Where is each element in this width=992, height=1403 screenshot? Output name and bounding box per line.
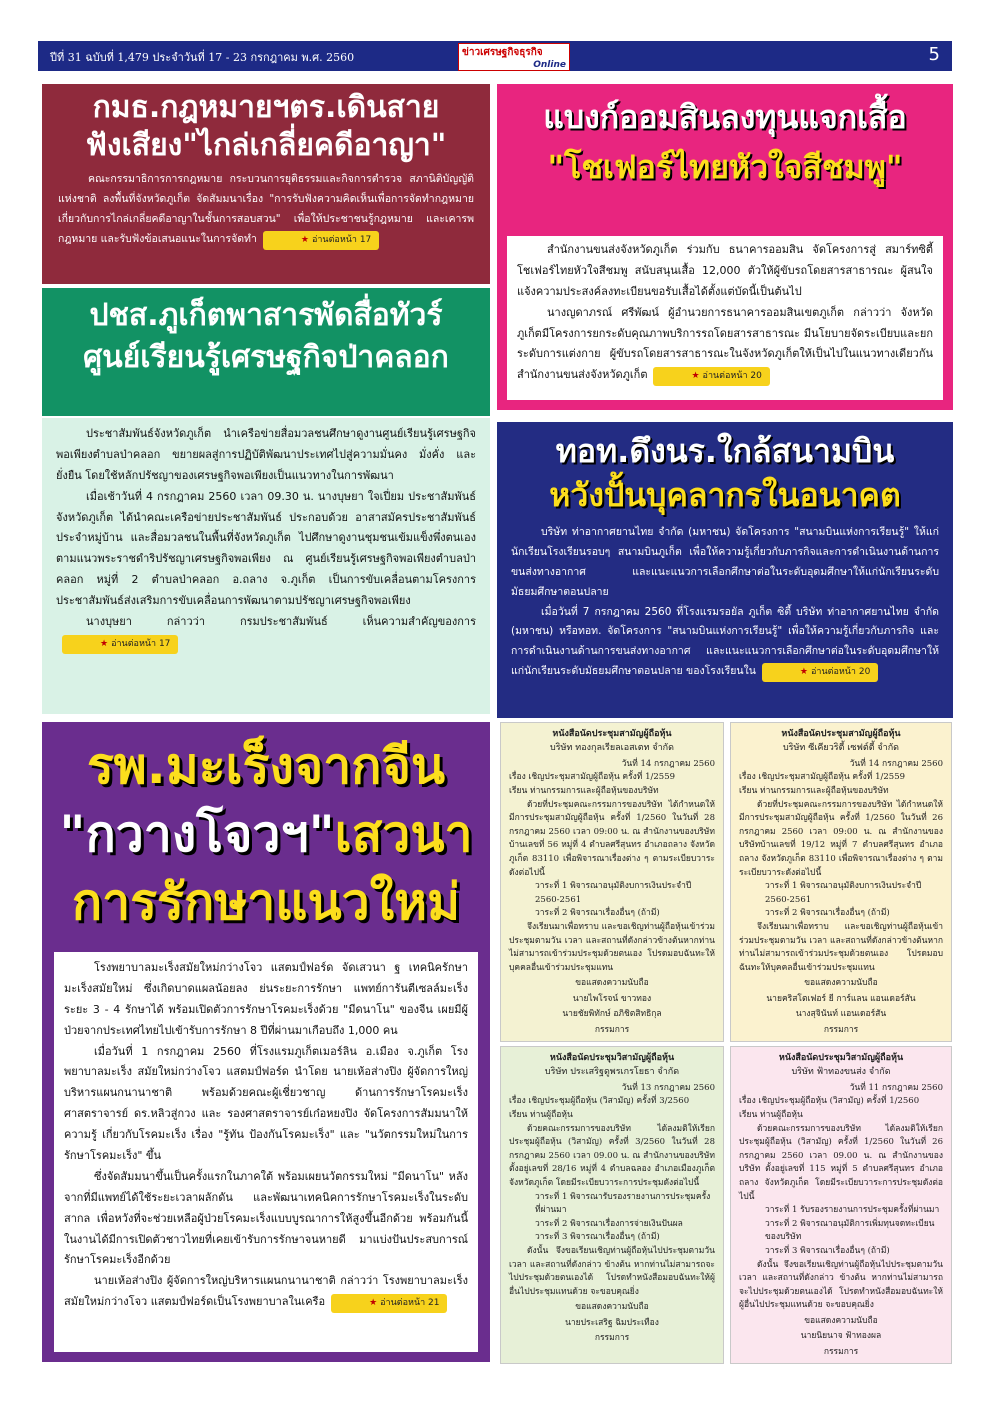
headline-part: เสวนา	[334, 805, 473, 863]
notice-date: วันที่ 11 กรกฎาคม 2560	[849, 1082, 943, 1093]
meeting-notice	[730, 1046, 952, 1364]
notice-agenda-item: วาระที่ 1 พิจารณาอนุมัติงบการเงินประจำปี 2560-2561	[535, 881, 692, 905]
notice-title: หนังสือนัดประชุมสามัญผู้ถือหุ้น	[781, 729, 901, 739]
article-law-committee	[42, 84, 490, 284]
notice-body: ด้วยคณะกรรมการของบริษัท ได้ลงมติให้เรียกประชุมผู้ถือหุ้น (วิสามัญ) ครั้งที่ 1/2560 ในวันที่ 26 กรกฎาคม 2560 เวลา 09.00 น. ณ สำนักงานของบริษัท ตั้งอยู่เลขที่ 115 หมู่ที่ 5 ตำบลศรีสุนทร อำเภอถลาง จังหวัดภูเก็ต โดยมีระเบียบวาระการประชุมดังต่อไปนี้	[739, 1123, 943, 1202]
article-headline-2	[42, 804, 490, 864]
article-text: นายเห้อส่างปิง ผู้จัดการใหญ่บริหารแผนกนานาชาติ กล่าวว่า โรงพยาบาลมะเร็งสมัยใหม่กว่างโจว แสตมป์ฟอร์ดเป็นโรงพยาบาลในเครือ	[64, 1274, 468, 1309]
notice-agenda-item: วาระที่ 1 รับรองรายงานการประชุมครั้งที่ผ่านมา	[765, 1205, 940, 1216]
notice-signer-role: กรรมการ	[823, 1025, 859, 1036]
notice-signer: นายชัยพิทักษ์ อภิชิตสิทธิกุล	[562, 1009, 662, 1020]
notice-subject: เรื่อง เชิญประชุมสามัญผู้ถือหุ้น ครั้งที่ 1/2559	[739, 772, 906, 783]
article-headline-2: หวังปั้นบุคลากรในอนาคต	[549, 476, 901, 515]
article-paragraph: โรงพยาบาลมะเร็งสมัยใหม่กว่างโจว แสตมป์ฟอร์ด จัดเสวนา ฐ เทคนิครักษามะเร็งสมัยใหม่ ซึ่งเกิดบาดแผลน้อยลง ย่นระยะการรักษา แพทย์การันตีเซลล์มะเร็งระยะ 3 - 4 รักษาได้ พร้อมเปิดตัวการรักษาโรคมะเร็งด้วย "มีดนาโน" ของจีน เผยมีผู้ป่วยจากประเทศไทยไปเข้ารับการรักษา 8 ปีที่ผ่านมาเกือบถึง 1,000 คน	[64, 961, 468, 1037]
read-more-link[interactable]	[263, 231, 379, 250]
article-aot-airport	[497, 422, 953, 718]
notice-agenda-item: วาระที่ 2 พิจารณาเรื่องการจ่ายเงินปันผล	[535, 1218, 683, 1229]
article-headline-2: ศูนย์เรียนรู้เศรษฐกิจป่าคลอก	[83, 340, 449, 375]
page-header	[38, 41, 952, 71]
logo-subtext: Online	[533, 60, 566, 70]
article-paragraph: สำนักงานขนส่งจังหวัดภูเก็ต ร่วมกับ ธนาคารออมสิน จัดโครงการสู่ สมาร์ทซิตี้ โชเฟอร์ไทยหัวใจสีชมพู สนับสนุนเสื้อ 12,000 ตัวให้ผู้ขับรถโดยสารสาธารณะ ผู้สนใจ แจ้งความประสงค์ลงทะเบียนขอรับเสื้อได้ตั้งแต่บัดนี้เป็นต้นไป	[517, 243, 933, 298]
star-icon: ★	[100, 638, 109, 649]
article-body	[507, 236, 943, 400]
star-icon: ★	[369, 1298, 378, 1309]
article-text: นางญดาภรณ์ ศรีพัฒน์ ผู้อำนวยการธนาคารออมสินเขตภูเก็ต กล่าวว่า จังหวัดภูเก็ตมีโครงการยกระดับคุณภาพบริการรถโดยสารสาธารณะ มีนโยบายจัดระเบียบและยกระดับการแต่งกาย ผู้ขับรถโดยสารสาธารณะในจังหวัดภูเก็ตให้เป็นไปในแนวทางเดียวกัน สำนักงานขนส่งจังหวัดภูเก็ต	[517, 305, 933, 382]
notice-agenda-item: วาระที่ 1 พิจารณารับรองรายงานการประชุมครั้งที่ผ่านมา	[535, 1191, 711, 1216]
notice-signoff: ขอแสดงความนับถือ	[575, 978, 649, 989]
notice-signoff: ขอแสดงความนับถือ	[804, 978, 878, 989]
notice-recipient: เรียน ท่านกรรมการและผู้ถือหุ้นของบริษัท	[509, 785, 659, 796]
notice-agenda-item: วาระที่ 2 พิจารณาเรื่องอื่นๆ (ถ้ามี)	[535, 908, 660, 919]
article-gsb-shirts	[497, 84, 953, 410]
article-headline-2: "โชเฟอร์ไทยหัวใจสีชมพู"	[547, 148, 903, 187]
notice-signer: นายคริสโตเฟอร์ ยี การ์แลน แอนเดอร์สัน	[766, 993, 916, 1004]
notice-agenda-item: วาระที่ 1 พิจารณาอนุมัติงบการเงินประจำปี 2560-2561	[765, 881, 922, 905]
article-headline-1: รพ.มะเร็งจากจีน	[86, 737, 446, 795]
notice-date: วันที่ 13 กรกฎาคม 2560	[621, 1082, 715, 1093]
read-more-label: อ่านต่อหน้า 20	[702, 371, 762, 382]
notice-company: บริษัท ทองกุลเรียลเอสเตท จำกัด	[550, 743, 674, 754]
read-more-label: อ่านต่อหน้า 20	[810, 667, 871, 678]
article-body	[54, 952, 478, 1352]
read-more-label: อ่านต่อหน้า 17	[111, 638, 171, 649]
meeting-notice	[730, 722, 952, 1042]
notice-subject: เรื่อง เชิญประชุมผู้ถือหุ้น (วิสามัญ) ครั้งที่ 3/2560	[509, 1096, 690, 1107]
read-more-label: อ่านต่อหน้า 21	[380, 1298, 440, 1309]
article-text: เมื่อวันที่ 7 กรกฎาคม 2560 ที่โรงแรมรอยัล ภูเก็ต ซิตี้ บริษัท ท่าอากาศยานไทย จำกัด (มหาชน) หรือทอท. จัดโครงการ "สนามบินแห่งการเรียนรู้" เพื่อให้ความรู้เกี่ยวกับภารกิจ และการดำเนินงานด้านการขนส่งทางอากาศ และแนะแนวการเลือกศึกษาต่อในระดับอุดมศึกษาให้แก่นักเรียนระดับมัธยมศึกษาตอนปลาย ของโรงเรียนใน	[511, 605, 939, 678]
notice-closing: จึงเรียนมาเพื่อทราบ และขอเชิญท่านผู้ถือหุ้นเข้าร่วมประชุมตามวัน เวลา และสถานที่ดังกล่าวข้างต้นหากท่านไม่สามารถเข้าร่วมประชุมด้วยตนเอง โปรดมอบฉันทะให้บุคคลอื่นเข้าร่วมประชุมแทน	[739, 921, 943, 973]
read-more-label: อ่านต่อหน้า 17	[311, 234, 372, 245]
issue-info: ปีที่ 31 ฉบับที่ 1,479 ประจำวันที่ 17 - 23 กรกฎาคม พ.ศ. 2560	[50, 51, 355, 64]
notice-agenda-item: วาระที่ 2 พิจารณาเรื่องอื่นๆ (ถ้ามี)	[765, 908, 890, 919]
notice-signer: นายนิยนาจ ฟ้าทองผล	[800, 1331, 882, 1342]
article-cancer-hospital	[42, 722, 490, 1362]
notice-body: ด้วยที่ประชุมคณะกรรมการของบริษัท ได้กำหนดให้มีการประชุมสามัญผู้ถือหุ้น ครั้งที่ 1/2560 ในวันที่ 28 กรกฎาคม 2560 เวลา 09:00 น. ณ สำนักงานของบริษัทบ้านเลขที่ 56 หมู่ที่ 4 ตำบลศรีสุนทร อำเภอถลาง จังหวัดภูเก็ต 83110 เพื่อพิจารณาเรื่องต่าง ๆ ตามระเบียบวาระดังต่อไปนี้	[509, 799, 715, 878]
article-headline-1: แบงก์ออมสินลงทุนแจกเสื้อ	[543, 98, 907, 136]
notice-signer: นายประเสริฐ ฉิมประเทือง	[565, 1317, 659, 1328]
article-headline-1: ทอท.ดึงนร.ใกล้สนามบิน	[555, 432, 895, 470]
notice-title: หนังสือนัดประชุมวิสามัญผู้ถือหุ้น	[778, 1053, 904, 1063]
notice-signer-role: กรรมการ	[823, 1347, 859, 1358]
notice-signer: นายไพโรจน์ ขาวทอง	[572, 993, 652, 1004]
notice-company: บริษัท ประเสริฐดูพรเกรโยธา จำกัด	[544, 1067, 680, 1078]
star-icon: ★	[691, 371, 700, 382]
notice-recipient: เรียน ท่านกรรมการและผู้ถือหุ้นของบริษัท	[739, 785, 889, 796]
headline-part: "กวางโจวฯ"	[59, 805, 335, 863]
notice-company: บริษัท ฟ้าทองขนส่ง จำกัด	[791, 1067, 891, 1078]
star-icon: ★	[300, 234, 309, 245]
article-paragraph: ประชาสัมพันธ์จังหวัดภูเก็ต นำเครือข่ายสื่อมวลชนศึกษาดูงานศูนย์เรียนรู้เศรษฐกิจพอเพียงตำบลป่าคลอก ขยายผลสู่การปฏิบัติพัฒนาประเทศไปสู่ความมั่นคง มั่งคั่ง และยั่งยืน โดยใช้หลักปรัชญาของเศรษฐกิจพอเพียงเป็นแนวทางในการพัฒนา	[56, 427, 476, 482]
read-more-link[interactable]	[62, 635, 178, 654]
article-text: คณะกรรมาธิการการกฎหมาย กระบวนการยุติธรรมและกิจการตำรวจ สภานิติบัญญัติแห่งชาติ ลงพื้นที่จังหวัดภูเก็ต จัดสัมมนาเรื่อง "การรับฟังความคิดเห็นเพื่อการจัดทำกฎหมายเกี่ยวกับการไกล่เกลี่ยคดีอาญาในชั้นการสอบสวน" เพื่อให้ประชาชนรู้กฎหมาย และเคารพกฎหมาย และรับฟังข้อเสนอแนะในการจัดทำ	[58, 173, 474, 245]
notice-agenda-item: วาระที่ 3 พิจารณาเรื่องอื่นๆ (ถ้ามี)	[765, 1245, 890, 1256]
notice-title: หนังสือนัดประชุมวิสามัญผู้ถือหุ้น	[549, 1053, 675, 1063]
read-more-link[interactable]	[653, 367, 769, 386]
article-headline-1: ปชส.ภูเก็ตพาสารพัดสื่อทัวร์	[89, 298, 443, 333]
article-prd-tour	[42, 288, 490, 416]
article-body	[42, 170, 490, 250]
article-body	[497, 523, 953, 683]
notice-date: วันที่ 14 กรกฎาคม 2560	[849, 758, 943, 769]
article-paragraph: เมื่อวันที่ 1 กรกฎาคม 2560 ที่โรงแรมภูเก็ตเมอร์ลิน อ.เมือง จ.ภูเก็ต โรงพยาบาลมะเร็ง สมัยใหม่กว่างโจว แสตมป์ฟอร์ด นำโดย นายเห้อส่างปิง ผู้จัดการใหญ่ บริหารแผนกนานาชาติ พร้อมด้วยคณะผู้เชี่ยวชาญ ด้านการรักษาโรคมะเร็ง ศาสตราจารย์ ดร.หลิวสู่กวง และ รองศาสตราจารย์เก๋อหยงปิง จัดโครงการสัมมนาให้ความรู้ เกี่ยวกับโรคมะเร็ง เรื่อง "รู้ทัน ป้องกันโรคมะเร็ง" และ "นวัตกรรมใหม่ในการรักษาโรคมะเร็ง" ขึ้น	[64, 1044, 468, 1163]
notice-subject: เรื่อง เชิญประชุมสามัญผู้ถือหุ้น ครั้งที่ 1/2559	[509, 772, 676, 783]
article-body	[42, 418, 490, 714]
article-headline-1: กมธ.กฎหมายฯตร.เดินสาย	[92, 90, 440, 125]
notice-signer-role: กรรมการ	[594, 1333, 630, 1344]
article-headline-2: ฟังเสียง"ไกล่เกลี่ยคดีอาญา"	[85, 128, 447, 163]
meeting-notice	[500, 722, 724, 1042]
notice-subject: เรื่อง เชิญประชุมผู้ถือหุ้น (วิสามัญ) ครั้งที่ 1/2560	[739, 1096, 920, 1107]
article-headline-3: การรักษาแนวใหม่	[71, 873, 461, 931]
notice-signoff: ขอแสดงความนับถือ	[804, 1315, 878, 1326]
read-more-link[interactable]	[331, 1294, 447, 1313]
notice-title: หนังสือนัดประชุมสามัญผู้ถือหุ้น	[552, 729, 672, 739]
read-more-link[interactable]	[762, 663, 878, 682]
logo-text: ข่าวเศรษฐกิจธุรกิจ	[462, 47, 543, 58]
page-number: 5	[928, 44, 940, 65]
notice-company: บริษัท ซีเคียวริตี้ เซฟต์ตี้ จำกัด	[782, 743, 900, 754]
notice-body: ด้วยที่ประชุมคณะกรรมการของบริษัท ได้กำหนดให้มีการประชุมสามัญผู้ถือหุ้น ครั้งที่ 1/2560 ในวันที่ 26 กรกฎาคม 2560 เวลา 09:00 น. ณ สำนักงานของบริษัทบ้านเลขที่ 19/12 หมู่ที่ 7 ตำบลศรีสุนทร อำเภอถลาง จังหวัดภูเก็ต 83110 เพื่อพิจารณาเรื่องต่าง ๆ ตามระเบียบวาระดังต่อไปนี้	[739, 799, 943, 878]
article-text: นางบุษยา กล่าวว่า กรมประชาสัมพันธ์ เห็นความสำคัญของการ	[86, 615, 476, 629]
newspaper-logo	[458, 43, 570, 71]
notice-agenda-item: วาระที่ 3 พิจารณาเรื่องอื่นๆ (ถ้ามี)	[535, 1232, 660, 1243]
meeting-notice	[500, 1046, 724, 1364]
notice-signoff: ขอแสดงความนับถือ	[575, 1302, 649, 1313]
notice-closing: จึงเรียนมาเพื่อทราบ และขอเชิญท่านผู้ถือหุ้นเข้าร่วมประชุมตามวัน เวลา และสถานที่ดังกล่าวข้างต้นหากท่านไม่สามารถเข้าร่วมประชุมด้วยตนเอง โปรดมอบฉันทะให้บุคคลอื่นเข้าร่วมประชุมแทน	[509, 921, 715, 973]
article-paragraph: ซึ่งจัดสัมมนาขึ้นเป็นครั้งแรกในภาคใต้ พร้อมเผยนวัตกรรมใหม่ "มีดนาโน" หลังจากที่มีแพทย์ได้ใช้ระยะเวลาผลักดัน และพัฒนาเทคนิคการรักษาโรคมะเร็งในระดับสากล เพื่อหวังที่จะช่วยเหลือผู้ป่วยโรคมะเร็งแบบบูรณาการให้สูงขึ้นอีกด้วย พร้อมกันนี้ในงานได้มีการเปิดตัวชาวไทยที่เคยเข้ารับการรักษาจนหายดี มาแบ่งปันประสบการณ์รักษาโรคมะเร็งอีกด้วย	[64, 1169, 468, 1267]
article-paragraph: เมื่อเช้าวันที่ 4 กรกฎาคม 2560 เวลา 09.30 น. นางบุษยา ใจเปี่ยม ประชาสัมพันธ์จังหวัดภูเก็ต ได้นำคณะเครือข่ายประชาสัมพันธ์ ประกอบด้วย อาสาสมัครประชาสัมพันธ์ประจำหมู่บ้าน และสื่อมวลชนในพื้นที่จังหวัดภูเก็ต ไปศึกษาดูงานชุมชนเข้มแข็งพึ่งตนเอง ตามแนวพระราชดำริปรัชญาเศรษฐกิจพอเพียง ณ ศูนย์เรียนรู้เศรษฐกิจพอเพียงตำบลป่าคลอก หมู่ที่ 2 ตำบลป่าคลอก อ.ถลาง จ.ภูเก็ต เป็นการขับเคลื่อนตามโครงการประชาสัมพันธ์ส่งเสริมการขับเคลื่อนการพัฒนาตามปรัชญาเศรษฐกิจพอเพียง	[56, 489, 476, 608]
notice-closing: ดังนั้น จึงขอเรียนเชิญท่านผู้ถือหุ้นไปประชุมตามวัน เวลา และสถานที่ดังกล่าว ข้างต้น หากท่านไม่สามารถจะไปประชุมด้วยตนเองได้ โปรดทำหนังสือมอบฉันทะให้ผู้อื่นไปประชุมแทนด้วย จะขอบคุณยิ่ง	[509, 1245, 715, 1297]
star-icon: ★	[799, 667, 808, 678]
notice-signer: นางสุจินันท์ แอนเดอร์สัน	[795, 1009, 887, 1020]
article-paragraph: บริษัท ท่าอากาศยานไทย จำกัด (มหาชน) จัดโครงการ "สนามบินแห่งการเรียนรู้" ให้แก่นักเรียนโรงเรียนรอบๆ สนามบินภูเก็ต เพื่อให้ความรู้เกี่ยวกับภารกิจและการดำเนินงานด้านการขนส่งทางอากาศ และแนะแนวการเลือกศึกษาต่อในระดับอุดมศึกษาให้แก่นักเรียนระดับมัธยมศึกษาตอนปลาย	[511, 525, 939, 598]
notice-recipient: เรียน ท่านผู้ถือหุ้น	[509, 1109, 573, 1120]
notice-date: วันที่ 14 กรกฎาคม 2560	[621, 758, 715, 769]
notice-recipient: เรียน ท่านผู้ถือหุ้น	[739, 1109, 803, 1120]
notice-closing: ดังนั้น จึงขอเรียนเชิญท่านผู้ถือหุ้นไปประชุมตามวัน เวลา และสถานที่ดังกล่าว ข้างต้น หากท่านไม่สามารถจะไปประชุมด้วยตนเองได้ โปรดทำหนังสือมอบฉันทะให้ผู้อื่นไปประชุมแทนด้วย จะขอบคุณยิ่ง	[739, 1259, 943, 1311]
notice-signer-role: กรรมการ	[594, 1025, 630, 1036]
notice-body: ด้วยคณะกรรมการของบริษัท ได้ลงมติให้เรียกประชุมผู้ถือหุ้น (วิสามัญ) ครั้งที่ 3/2560 ในวันที่ 28 กรกฎาคม 2560 เวลา 09.00 น. ณ สำนักงานของบริษัท ตั้งอยู่เลขที่ 28/16 หมู่ที่ 4 ตำบลฉลอง อำเภอเมืองภูเก็ต จังหวัดภูเก็ต โดยมีระเบียบวาระการประชุมดังต่อไปนี้	[509, 1123, 715, 1188]
notice-agenda-item: วาระที่ 2 พิจารณาอนุมัติการเพิ่มทุนจดทะเบียนของบริษัท	[765, 1218, 935, 1243]
